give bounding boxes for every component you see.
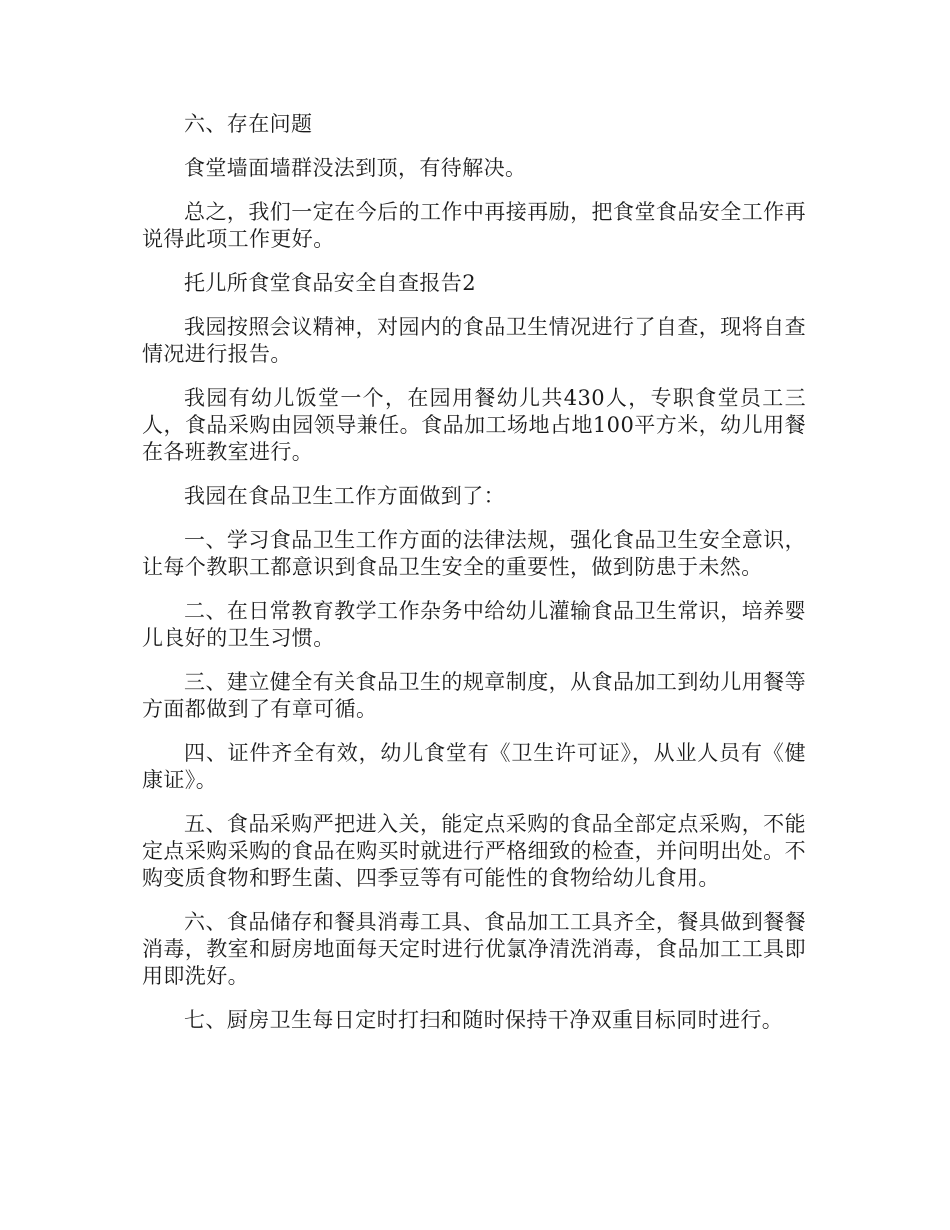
document-body [142,111,806,1051]
paragraph: 食堂墙面墙群没法到顶，有待解决。 [184,156,527,180]
paragraph: 我园在食品卫生工作方面做到了： [184,484,505,508]
list-item: 五、食品采购严把进入关，能定点采购的食品全部定点采购，不能定点采购采购的食品在购买时就进行严格细致的检查，并问明出处。不购变质食物和野生菌、四季豆等有可能性的食物给幼儿食用。 [142,812,806,890]
list-item: 六、食品储存和餐具消毒工具、食品加工工具齐全，餐具做到餐餐消毒，教室和厨房地面每天定时进行优氯净清洗消毒，食品加工工具即用即洗好。 [142,910,806,988]
paragraph: 总之，我们一定在今后的工作中再接再励，把食堂食品安全工作再说得此项工作更好。 [142,200,806,251]
paragraph: 我园有幼儿饭堂一个，在园用餐幼儿共430人，专职食堂员工三人，食品采购由园领导兼任。食品加工场地占地100平方米，幼儿用餐在各班教室进行。 [142,386,806,464]
list-item: 四、证件齐全有效，幼儿食堂有《卫生许可证》，从业人员有《健康证》。 [142,741,806,792]
list-item: 七、厨房卫生每日定时打扫和随时保持干净双重目标同时进行。 [184,1008,784,1032]
list-item: 三、建立健全有关食品卫生的规章制度，从食品加工到幼儿用餐等方面都做到了有章可循。 [142,670,806,721]
paragraph: 我园按照会议精神，对园内的食品卫生情况进行了自查，现将自查情况进行报告。 [142,315,806,366]
list-item: 一、学习食品卫生工作方面的法律法规，强化食品卫生安全意识，让每个教职工都意识到食品卫生安全的重要性，做到防患于未然。 [142,528,806,579]
section-heading-problems: 六、存在问题 [184,112,313,136]
list-item: 二、在日常教育教学工作杂务中给幼儿灌输食品卫生常识，培养婴儿良好的卫生习惯。 [142,599,806,650]
report-title: 托儿所食堂食品安全自查报告2 [184,271,476,295]
